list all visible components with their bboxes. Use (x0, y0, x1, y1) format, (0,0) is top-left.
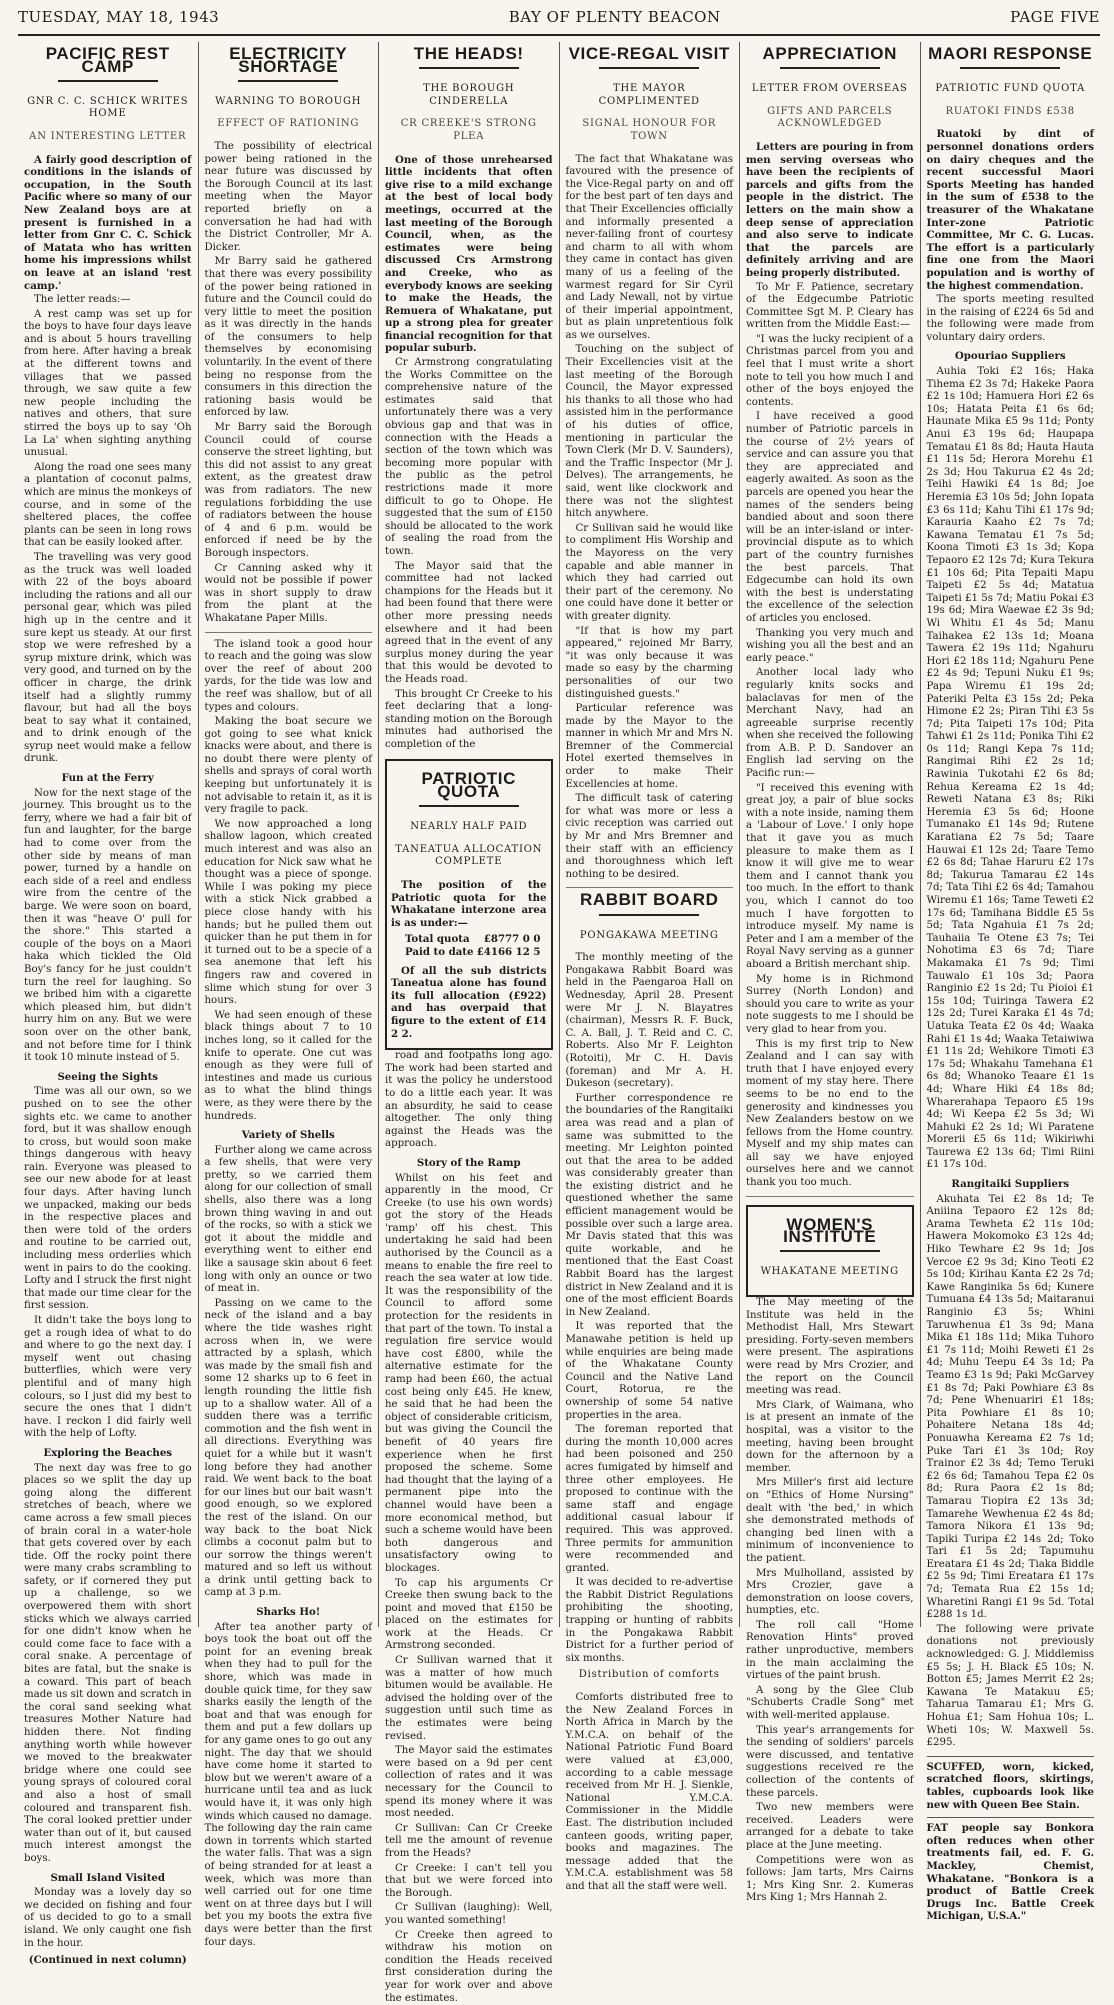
paragraph: Cr Sullivan said he would like to compliment His Worship and the Mayoress on the very capable and able manner in which they had carried out their part of the ceremony. No one could have done it better or with greater dignity. (565, 522, 733, 622)
column-5 (740, 42, 921, 1904)
paragraph: "I received this evening with great joy, a pair of blue socks with a note inside, naming them a 'Labour of Love.' I only hope that it gave you as much pleasure to make them as I know it will give me to wear them and I cannot thank you too much. In the effort to thank you, which I cannot do too much I have forgotten to introduce myself. My name is Peter and I am a member of the Royal Navy serving as a gunner aboard a British merchant ship. (746, 782, 914, 970)
paragraph: It didn't take the boys long to get a rough idea of what to do and where to go the next day. I myself went out chasing butterflies, which were very plentiful and of many high colours, so I just did my best to secure the ones that I didn't have. I reckon I did fairly well with the help of Lofty. (24, 1315, 192, 1440)
section-heading: Distribution of comforts (578, 1669, 720, 1681)
paragraph: Cr Creeke: I can't tell you that but we were forced into the Borough. (385, 1862, 553, 1899)
headline-rule (752, 1246, 908, 1259)
quota-row (405, 933, 541, 946)
quota-intro: The position of the Patriotic quota for the Whakatane interzone area is as under:— (391, 879, 547, 929)
advertisement: SCUFFED, worn, kicked, scratched floors, skirtings, tables, cupboards look like new with Queen Bee Stain. (927, 1756, 1095, 1811)
divider (566, 887, 734, 888)
section-heading: Fun at the Ferry (61, 772, 154, 785)
quota-table (405, 933, 541, 958)
paragraph: To cap his arguments Cr Creeke then swung back to the point and moved that £150 be placed on the estimates for work at the Heads. Cr Armstrong seconded. (385, 1577, 553, 1652)
advertisement: FAT people say Bonkora often reduces when other treatments fail, ed. F. G. Mackley, Chemist, Whakatane. "Bonkora is a product of Battle Creek Drugs Inc. Battle Creek Michigan, U.S.A." (927, 1817, 1095, 1923)
subheading: SIGNAL HONOUR FOR TOWN (582, 118, 717, 142)
issue-date: TUESDAY, MAY 18, 1943 (18, 8, 220, 26)
headline-rule (24, 75, 192, 88)
paragraph: My home is in Richmond Surrey (North London) and should you care to write as your note suggests to me I should be very glad to hear from you. (746, 973, 914, 1035)
paragraph: The difficult task of catering for what was more or less a civic reception was carried out by Mr and Mrs Bremner and their staff with an efficiency and thoroughness which left nothing to be desired. (565, 793, 733, 880)
quota-value: £8777 0 0 (483, 933, 541, 946)
column-4 (560, 42, 741, 1892)
section-heading: Exploring the Beaches (43, 1446, 173, 1459)
section-heading: Rangitaiki Suppliers (951, 1178, 1070, 1191)
subheading: THE MAYOR COMPLIMENTED (598, 83, 700, 107)
paragraph: Mr Barry said the Borough Council could of course conserve the street lighting, but this did not assist to any great extent, as the greatest draw was from radiators. The new regulations forbidding the use of radiators between the house of 4 and 6 p.m. would be enforced if need be by the Borough inspectors. (204, 422, 372, 559)
continued-note: (Continued in next column) (28, 1954, 187, 1967)
paragraph: Further along we came across a few shells, that were very pretty, so we carried them along for our collection of small shells, also there was a long brown thing waving in and out of the rocks, so with a stick we got it about the middle and everything went to either end like a sausage skin about 6 feet long with only an ounce or two of meat in. (204, 1144, 372, 1295)
paragraph: Two new members were received. Leaders were arranged for a debate to take place at the June meeting. (746, 1802, 914, 1851)
column-1 (18, 42, 199, 1967)
subheading: EFFECT OF RATIONING (217, 118, 360, 130)
paragraph: The roll call "Home Renovation Hints" proved rather unproductive, members in the main acclaiming the virtues of the paint brush. (746, 1619, 914, 1682)
headline-rule (205, 75, 373, 88)
paragraph: Cr Creeke then agreed to withdraw his motion on condition the Heads received first consideration during the year for work over and above the estimates. (385, 1929, 553, 2004)
paragraph: The May meeting of the Institute was held in the Methodist Hall, Mrs Stewart presiding. Forty-seven members were present. The aspirations were read by Mrs Crozier, and the report on the Council meeting was read. (746, 1297, 914, 1397)
subheading: THE BOROUGH CINDERELLA (423, 83, 515, 107)
paragraph: This brought Cr Creeke to his feet declaring that a long-standing motion on the Borough minutes had authorised the completion of the (385, 688, 553, 750)
paragraph: Cr Canning asked why it would not be possible if power was in short supply to draw from the plant at the Whakatane Paper Mills. (204, 562, 372, 624)
headline-rabbit-board: RABBIT BOARD (580, 890, 719, 910)
subheading: GIFTS AND PARCELS ACKNOWLEDGED (767, 105, 893, 130)
womens-institute-box (746, 1205, 914, 1297)
paragraph: The following were private donations not previously acknowledged: G. J. Middlemiss £5 5s; J. H. Black £5 10s; N. Botton £5; James Merrit £2 2s; Kawana Te Matakuu £5; Taharua Tamarau £1; Mrs G. Hohua £1; Sam Hohua 10s; L. Wheti 10s; W. Maxwell 5s. £295. (926, 1623, 1094, 1749)
paragraph: We had seen enough of these black things about 7 to 10 inches long, so it called for the knife to operate. One cut was enough as they were full of intestines and made us curious as to what the blind things were, as they were there by the hundreds. (204, 1009, 372, 1122)
paragraph: It was decided to re-advertise the Rabbit District Regulations prohibiting the shooting, trapping or hunting of rabbits in the Pongakawa Rabbit District for a further period of six months. (565, 1577, 733, 1664)
headline-maori-response: MAORI RESPONSE (928, 44, 1093, 63)
quota-value: £4166 12 5 (476, 946, 541, 958)
paragraph: Cr Armstrong congratulating the Works Committee on the comprehensive nature of the estimates said that unfortunately there was a very obvious gap and that was in connection with the Heads a section of the town which was becoming more popular with the public as the petrol restrictions made it more difficult to go to Ohope. He suggested that the sum of £150 should be allocated to the work of sealing the road from the town. (385, 357, 553, 557)
subheading: NEARLY HALF PAID (410, 821, 528, 833)
subheading: RUATOKI FINDS £538 (945, 105, 1075, 117)
paragraph: It was reported that the Manawahe petition is held up while enquiries are being made of the Whakatane County Council and the Native Land Court, Rotorua, re the ownership of some 54 native properties in the area. (565, 1321, 733, 1421)
section-heading: Small Island Visited (50, 1871, 166, 1884)
column-3 (379, 42, 560, 2004)
subheading: PONGAKAWA MEETING (579, 929, 719, 941)
article-lead: A fairly good description of conditions in the islands of occupation, in the South Pacific where so many of our New Zealand boys are at present is furnished in a letter from Gnr C. C. Schick of Matata who has written home his impressions whilst on leave at an island 'rest camp.' (24, 153, 192, 292)
section-heading: Sharks Ho! (256, 1606, 321, 1619)
paragraph: Thanking you very much and wishing you all the best and an early peace." (746, 627, 914, 664)
quota-label: Total quota (405, 933, 470, 946)
supplier-list: Akuhata Tei £2 8s 1d; Te Aniiina Tepaoro £2 12s 8d; Arama Tewheta £2 11s 10d; Hawera Mokomoko £3 12s 4d; Hiko Tewhare £2 9s 1d; Jos Vercoe £2 9s 3d; Kino Teoti £2 5s 10d; Kirihau Kanta £2 2s 7d; Kawe Ranginika 5s 6d; Kunere Tumuana £4 13s 5d; Maitaranui Ranginio £3 5s; Whini Taruwhenua £1 3s 9d; Mana Mika £1 18s 11d; Mika Tuhoro £1 7s 11d; Moihi Reweti £1 2s 4d; Muhu Teepu £4 3s 1d; Pa Teamo £3 1s 9d; Paki McGarvey £1 8s 7d; Paki Powhiare £3 8s 7d; Pene Whenuariri £1 18s; Pita Powhiare £1 8s 10; Pohaitere Netana 18s 4d; Ponuawha Kereama £2 7s 1d; Puke Tari £1 3s 10d; Roy Trainor £2 3s 4d; Temo Teruki £2 6s 6d; Tamahou Tepa £2 0s 8d; Rura Paora £2 1s 8d; Tamarau Tiopira £2 13s 3d; Tamarehe Wewhenua £2 4s 8d; Tamora Nikora £1 13s 9d; Tapiki Turipa £2 14s 2d; Toko Tari £1 5s 2d; Tapumuhu Ereatara £1 4s 2d; Tiaka Biddle £2 5s 9d; Timi Ereatara £1 17s 7d; Temata Rua £2 15s 1d; Wharetini Rangi £1 9s 5d. Total £288 1s 1d. (926, 1193, 1094, 1621)
subheading: WARNING TO BOROUGH (215, 95, 362, 107)
paragraph: Mr Barry said he gathered that there was every possibility of the power being rationed in future and the Council could do very little to meet the position as it was directly in the hands of the consumers to help themselves by economising voluntarily. In the event of there being no response from the consumers in this direction the rationing basis would be enforced by law. (204, 256, 372, 419)
paragraph: A song by the Glee Club "Schuberts Cradle Song" met with well-merited applause. (746, 1684, 914, 1722)
headline-rule (385, 63, 553, 76)
article-lead: Letters are pouring in from men serving overseas who have been the recipients of parcels and gifts from the people in the district. The letters on the main show a deep sense of appreciation and also serve to indicate that the parcels are definitely arriving and are being properly distributed. (746, 140, 914, 279)
paragraph: Monday was a lovely day so we decided on fishing and four of us decided to go to a small island. We only caught one fish in the hour. (24, 1887, 192, 1949)
paragraph: Passing on we came to the neck of the island and a bay where the tide washes right across when in, we were attracted by a splash, which was made by the small fish and some 12 sharks up to 6 feet in length rounding the little fish up to a shallow water. All of a sudden there was a terrific commotion and the fish went in all directions. Everything was quiet for a while but it wasn't long before they had another raid. We went back to the boat for our lines but our bait wasn't good enough, so we explored the rest of the island. On our way back to the boat Nick climbs a coconut palm but to our sorrow the things weren't matured and so left us without a drink until getting back to camp at 3 p.m. (204, 1297, 372, 1599)
paragraph: The Mayor said that the committee had not lacked champions for the Heads but it had been found that there were other more pressing needs elsewhere and it had been agreed that in the event of any surplus money during the year that this would be devoted to the Heads road. (385, 560, 553, 685)
headline-rule (927, 63, 1095, 76)
paragraph: This is my first trip to New Zealand and I can say with truth that I have enjoyed every moment of my stay here. There seems to be no end to the generosity and kindnesses you New Zealanders bestow on we fellows from the Home country. Myself and my ship mates can all say we have enjoyed ourselves here and we cannot thank you too much. (746, 1038, 914, 1189)
subheading: TANEATUA ALLOCATION COMPLETE (395, 843, 543, 868)
paragraph: The possibility of electrical power being rationed in the near future was discussed by the Borough Council at its last meeting when the Mayor reported briefly on a conversation he had had with the District Controller, Mr A. Dicker. (204, 140, 372, 253)
headline-the-heads: THE HEADS! (413, 44, 524, 63)
subheading: GNR C. C. SCHICK WRITES HOME (27, 95, 189, 120)
subheading: CR CREEKE'S STRONG PLEA (400, 118, 537, 142)
divider (746, 1196, 914, 1197)
headline-rule (391, 801, 547, 814)
paragraph: "I was the lucky recipient of a Christmas parcel from you and feel that I must write a short note to tell you how much I and other of the boys enjoyed the contents. (746, 333, 914, 408)
subheading: LETTER FROM OVERSEAS (751, 83, 908, 95)
paragraph: "If that is how my part appeared," rejoined Mr Barry, "it was only because it was made so easy by the charming personalities of our two distinguished guests." (565, 625, 733, 700)
paragraph: road and footpaths long ago. The work had been started and it was the policy he understood to do a little each year. It was an absurdity, he said to cease altogether. The only thing against the Heads was the approach. (385, 1050, 553, 1150)
paragraph: A rest camp was set up for the boys to have four days leave and is about 5 hours travelling from here. After having a break at the different towns and villages that we passed through, we saw quite a few new people including the natives and others, that sure stirred the boys up to say 'Oh La La' when sighting anything unusual. (24, 308, 192, 459)
divider (205, 632, 373, 633)
headline-pacific-rest-camp: PACIFIC REST CAMP (45, 44, 170, 76)
headline-rule (566, 909, 734, 922)
article-lead: One of those unrehearsed little incidents that often give rise to a mild exchange at the best of local body meetings, occurred at the last meeting of the Borough Council, when, as the estimates were being discussed Crs Armstrong and Creeke, who as everybody knows are seeking to make the Heads, the Remuera of Whakatane, put up a strong plea for greater financial recognition for that popular suburb. (385, 153, 553, 355)
quota-row (405, 946, 541, 959)
paragraph: To Mr F. Patience, secretary of the Edgecumbe Patriotic Committee Sgt M. P. Cleary has written from the Middle East:— (746, 281, 914, 331)
section-heading: Variety of Shells (241, 1129, 335, 1142)
paragraph: Further correspondence re the boundaries of the Rangitaiki area was read and a plan of same was submitted to the meeting. Mr Leighton pointed out that the area to be added was considerably greater than the existing district and he questioned whether the same efficient management would be possible over such a large area. Mr Davis stated that this was quite workable, and he mentioned that the East Coast Rabbit Board has the largest district in New Zealand and it is one of the most efficient Boards in New Zealand. (565, 1092, 733, 1318)
paragraph: The travelling was very good as the truck was well loaded with 22 of the boys aboard including the rations and all our personal gear, which was piled high up in the centre and it sure kept us steady. At our first stop we were refreshed by a syrup mixture drink, which was very good, and turned on by the officer in charge, the drink itself had a slightly rummy flavour, but had all the boys beat to say what it contained, and to drink enough of the syrup neet would make a fellow drunk. (24, 551, 192, 765)
column-6 (921, 42, 1101, 1923)
supplier-list: Auhia Toki £2 16s; Haka Tihema £2 3s 7d; Hakeke Paora £2 1s 10d; Hamuera Hori £2 6s 10s; Hatata Peita £1 6s 6d; Haunate Mika £5 9s 11d; Ponty Anui £3 19s 6d; Haupapa Tematau £1 8s 8d; Hauta Hauta £1 11s 5d; Herora Morehu £1 2s 3d; Hou Takurua £2 4s 2d; Teihi Hawiki £4 1s 8d; Joe Heremia £3 10s 5d; John Iopata £3 6s 11d; Kahu Tihi £1 17s 9d; Karauria Kaaho £2 7s 7d; Kawana Tematau £1 7s 5d; Koona Timoti £3 1s 3d; Kopa Tepaoro £2 12s 7d; Kura Tekura £1 10s 6d; Pita Tepaiti Mapu Taipeti £2 5s 4d; Matatua Taipeti £1 5s 7d; Matiu Pokai £3 19s 6d; Mira Waewae £2 3s 9d; Wi Whitu £1 4s 5d; Manu Taihakea £2 13s 1d; Moana Tawera £2 19s 11d; Ngahuru Hori £2 18s 11d; Ngahuru Pene £2 4s 9d; Tepuni Nuku £1 9s; Papa Wiremu £1 19s 2d; Pateriki Pelta £3 15s 2d; Peka Himone £2 2s; Piran Tihi £3 5s 7d; Pita Taipeti 17s 10d; Pita Tahwi £1 2s 11d; Ponika Tihi £2 0s 11d; Rangi Kepa 7s 11d; Rangimai Rihi £2 2s 1d; Rawinia Tukotahi £2 6s 8d; Rehua Kereama £2 1s 4d; Reweti Natana £3 8s; Riki Heremia £3 5s 6d; Hoone Tumanako £1 14s 9d; Rutene Karatiana £2 7s 5d; Taare Hauwai £1 12s 2d; Taare Temo £2 6s 8d; Tahae Haruru £2 17s 8d; Takurua Tamarau £2 14s 7d; Tata Tihi £2 6s 4d; Tamahou Wiremu £1 16s; Tame Teweti £2 17s 6d; Tamihana Biddle £5 5s 5d; Tata Ngahuia £1 7s 2d; Tauhaiia Te Otene £3 7s; Tei Nohotima £3 6s 7d; Tiare Makamaka £1 7s 9d; Timi Tauwalo £1 10s 3d; Paora Ranginio £2 1s 2d; Tu Pioioi £1 15s 10d; Tuiringa Tawera £2 12s 2d; Turei Karaka £1 4s 7d; Uatuka Teata £2 0s 4d; Waaka Rahi £1 1s 4d; Waaka Tetaiwiwa £1 11s 2d; Wehikore Timoti £3 17s 5d; Whakahu Tamehana £1 6s 8d; Whanoko Teaare £1 1s 4d; Whare Hiki £4 18s 8d; Wharerahapa Tepaoro £5 19s 4d; Wi Keepa £2 5s 3d; Wi Mahuki £2 2s 1d; Wi Paratene Morerii £5 6s 11d; Wikiriwhi Taurewa £2 13s 6d; Timi Riini £1 17s 10d. (926, 366, 1094, 1171)
paragraph: Cr Sullivan: Can Cr Creeke tell me the amount of revenue from the Heads? (385, 1822, 553, 1859)
headline-appreciation: APPRECIATION (762, 44, 897, 63)
quota-label: Paid to date (405, 946, 474, 958)
paragraph: Making the boat secure we got going to see what knick knacks were about, and there is no doubt there were plenty of shells and sprays of coral worth keeping but unfortunately it is not advisable to retain it, as it is very fragile to pack. (204, 716, 372, 816)
paragraph: Particular reference was made by the Mayor to the manner in which Mr and Mrs N. Bremner of the Commercial Hotel exerted themselves in order to make Their Excellencies at home. (565, 703, 733, 790)
paragraph: Along the road one sees many a plantation of coconut palms, which are minus the monkeys of course, and in some of the sheltered places, the coffee plants can be seen in long rows that can be easily looked after. (24, 461, 192, 549)
paragraph: I have received a good number of Patriotic parcels in the course of 2½ years of service and can assure you that they are appreciated and eagerly awaited. As soon as the parcels are opened you hear the names of the senders being bandied about and soon there will be an inter-island or inter-provincial dispute as to which part of the country furnishes the best parcels. That Edgecumbe can hold its own with the best is understating the excellence of the selection of articles you enclosed. (746, 411, 914, 624)
headline-rule (746, 63, 914, 76)
paragraph: Now for the next stage of the journey. This brought us to the ferry, where we had a fair bit of fun and laughter, for the barge had to come over from the other side by means of man power, turned by a handle on each side of a reel and endless wire from the centre of the barge. We were soon on board, then it was "heave O' pull for the shore." This started a couple of the boys on a Maori haka which tickled the Old Boy's fancy for he just couldn't turn the reel for laughing. So we bribed him with a cigarette which pleased him, but didn't hurry him on any. But we were soon over on the other bank, and not before time for I think it took 10 minute instead of 5. (24, 787, 192, 1064)
subheading: AN INTERESTING LETTER (29, 130, 187, 142)
subheading: PATRIOTIC FUND QUOTA (935, 83, 1086, 95)
paragraph: Mrs Miller's first aid lecture on "Ethics of Home Nursing" dealt with 'the bed,' in which she demonstrated methods of changing bed linen with a minimum of inconvenience to the patient. (746, 1477, 914, 1564)
paragraph: We now approached a long shallow lagoon, which created much interest and was also an education for Nick saw what he thought was a piece of sponge. While I was poking my piece with a stick Nick grabbed a piece close handy with his hands; but he pulled them out quicker than he put them in for it turned out to be a specie of a sea anemone that left his fingers raw and covered in slime which stung for over 3 hours. (204, 818, 372, 1007)
paragraph: Another local lady who regularly knits socks and balaclavas for men of the Merchant Navy, had an agreeable surprise recently when she received the following from A.B. P. D. Sandover an English lad serving on the Pacific run:— (746, 667, 914, 780)
headline-vice-regal-visit: VICE-REGAL VISIT (568, 44, 730, 63)
headline-womens-institute: WOMEN'S INSTITUTE (783, 1214, 877, 1247)
quota-body: Of all the sub districts Taneatua alone has found its full allocation (£922) and has overpaid that figure to the extent of £14 2 2. (391, 964, 547, 1040)
paragraph: Comforts distributed free to the New Zealand Forces in North Africa in March by the Y.M.C.A. on behalf of the National Patriotic Fund Board were valued at £3,000, according to a cable message received from Mr H. J. Sienkle, National Y.M.C.A. Commissioner in the Middle East. The distribution included canteen goods, writing paper, books and magazines. The message added that the Y.M.C.A. establishment was 58 and that all the staff were well. (565, 1692, 733, 1892)
masthead (18, 8, 1100, 36)
headline-patriotic-quota: PATRIOTIC QUOTA (421, 769, 516, 802)
paragraph: Cr Sullivan (laughing): Well, you wanted something! (385, 1902, 553, 1926)
page-number: PAGE FIVE (1010, 8, 1100, 26)
paragraph: The island took a good hour to reach and the going was slow over the reef of about 200 yards, for the tide was low and the reef was shallow, but of all types and colours. (204, 638, 372, 713)
paper-title: BAY OF PLENTY BEACON (508, 8, 721, 26)
paragraph: Mrs Clark, of Waimana, who is at present an inmate of the hospital, was a visitor to the meeting, having been brought down for the afternoon by a member. (746, 1399, 914, 1474)
paragraph: The foreman reported that during the month 10,000 acres had been poisoned and 250 acres fumigated by himself and three other employees. He proposed to continue with the same staff and engage additional casual labour if required. This was approved. Three permits for ammunition were recommended and granted. (565, 1424, 733, 1574)
paragraph: Mrs Mulholland, assisted by Mrs Crozier, gave a demonstration on loose covers, humpties, etc. (746, 1567, 914, 1617)
headline-electricity-shortage: ELECTRICITY SHORTAGE (229, 44, 348, 76)
paragraph: Whilst on his feet and apparently in the mood, Cr Creeke (to use his own words) got the story of the Heads 'ramp' off his chest. This undertaking he said had been authorised by the Council as a means to enable the fire reel to reach the sea water at low tide. It was the responsibility of the Council to afford some protection for the residents in that part of the town. To instal a regulation fire service would have cost £800, while the alternative estimate for the ramp had been £60, the actual cost being only £45. He knew, he said that he had been the object of considerable criticism, but was giving the Council the benefit of 40 years fire experience when he first proposed the scheme. Some had thought that the laying of a permanent pipe into the channel would have been a more economical method, but such a scheme would have been both dangerous and unsatisfactory owing to blockages. (385, 1172, 553, 1574)
paragraph: The next day was free to go places so we split the day up going along the different stretches of beach, where we came across a few small pieces of brain coral in a water-hole that gets covered over by each tide. Off the rocky point there were many crabs scrambling to safety, or if cornered they put up a challenge, so we overpowered them with short sticks which we always carried for one didn't know when he could come face to face with a coral snake. A percentage of bites are fatal, but the snake is a coward. This part of beach made us sit down and scratch in the coral sand seeking what treasures Mother Nature had hidden there. Not finding anything worth while however we moved to the breakwater bridge where one could see young sprays of coloured coral and also a host of small coloured and transparent fish. The coral looked prettier under water than out of it, but caused much interest amongst the boys. (24, 1462, 192, 1864)
paragraph: The sports meeting resulted in the raising of £224 6s 5d and the following were made from voluntary dairy orders. (926, 294, 1094, 343)
paragraph: Touching on the subject of Their Excellencies visit at the last meeting of the Borough Council, the Mayor expressed his thanks to all those who had assisted him in the performance of his duties of office, mentioning in particular the Town Clerk (Mr D. V. Saunders), and the Traffic Inspector (Mr J. Delves). The arrangements, he said, went like clockwork and there was not the slightest hitch anywhere. (565, 344, 733, 520)
paragraph: Cr Sullivan warned that it was a matter of how much bitumen would be available. He advised the holding over of the suggestion until such time as the estimates were being revised. (385, 1655, 553, 1742)
section-heading: Opouriao Suppliers (954, 350, 1066, 363)
paragraph: The fact that Whakatane was favoured with the presence of the Vice-Regal party on and off for the best part of ten days and that Their Excellencies officially and informally presented a never-failing front of courtesy and charm to all with whom they came in contact has given many of us a feeling of the warmest regard for Sir Cyril and Lady Newall, not by virtue of their imperial appointment, but as plain unpretentious folk as we ourselves. (565, 153, 733, 341)
paragraph: Time was all our own, so we pushed on to see the other sights etc. we came to another ford, but it was shallow enough to cross, but would soon make things dangerous with heavy rain. Everyone was pleased to see our new abode for at least four days. After having lunch we unpacked, making our beds in the respective places and then were told of the orders and routine to be carried out, including mess orderlies which went in pairs to do the cooking. Lofty and I struck the first night that made our time clear for the first session. (24, 1086, 192, 1312)
columns (18, 42, 1100, 2004)
paragraph: The Mayor said the estimates were based on a 9d per cent collection of rates and it was necessary for the Council to spend its money where it was most needed. (385, 1745, 553, 1820)
section-heading: Story of the Ramp (416, 1156, 521, 1169)
paragraph: Competitions were won as follows: Jam tarts, Mrs Cairns 1; Mrs King Snr. 2. Kumeras Mrs King 1; Mrs Hannah 2. (746, 1854, 914, 1904)
paragraph: After tea another party of boys took the boat out off the point for an evening break when they had to pull for the shore, which was made in double quick time, for they saw sharks easily the length of the boat and that was enough for them and put a few dollars up for any game ones to go out any night. The day that we should have come home it started to blow but we weren't aware of a hurricane until tea and as luck would have it, it was only high winds which caused no damage. The following day the rain came down in torrents which started the water falls. That was a sign of being stranded for at least a week, which was more than well carried out for one time went on at three days but I will bet you my boots the extra five days were better than the first four days. (204, 1621, 372, 1948)
paragraph: The monthly meeting of the Pongakawa Rabbit Board was held in the Paengaroa Hall on Wednesday, April 28. Present were Mr J. N. Blayatres (chairman), Messrs R. F. Buck, C. A. Ball, J. T. Reid and C. C. Roberts. Also Mr F. Leighton (Rotoiti), Mr C. H. Davis (foreman) and Mr A. H. Dukeson (secretary). (565, 952, 733, 1090)
paragraph: This year's arrangements for the sending of soldiers' parcels were discussed, and tentative suggestions received re the collection of the contents of these parcels. (746, 1724, 914, 1799)
paragraph: The letter reads:— (34, 294, 131, 306)
patriotic-quota-box (385, 759, 553, 1050)
article-lead: Ruatoki by dint of personnel donations orders on dairy cheques and the recent successful Maori Sports Meeting has handed in the sum of £538 to the treasurer of the Whakatane Inter-zone Patriotic Committee, Mr C. G. Lucas. The effort is a particularly fine one from the Maori population and is worthy of the highest commendation. (926, 128, 1094, 292)
section-heading: Seeing the Sights (57, 1070, 159, 1083)
column-2 (199, 42, 380, 1948)
subheading: WHAKATANE MEETING (760, 1266, 899, 1278)
headline-rule (566, 63, 734, 76)
